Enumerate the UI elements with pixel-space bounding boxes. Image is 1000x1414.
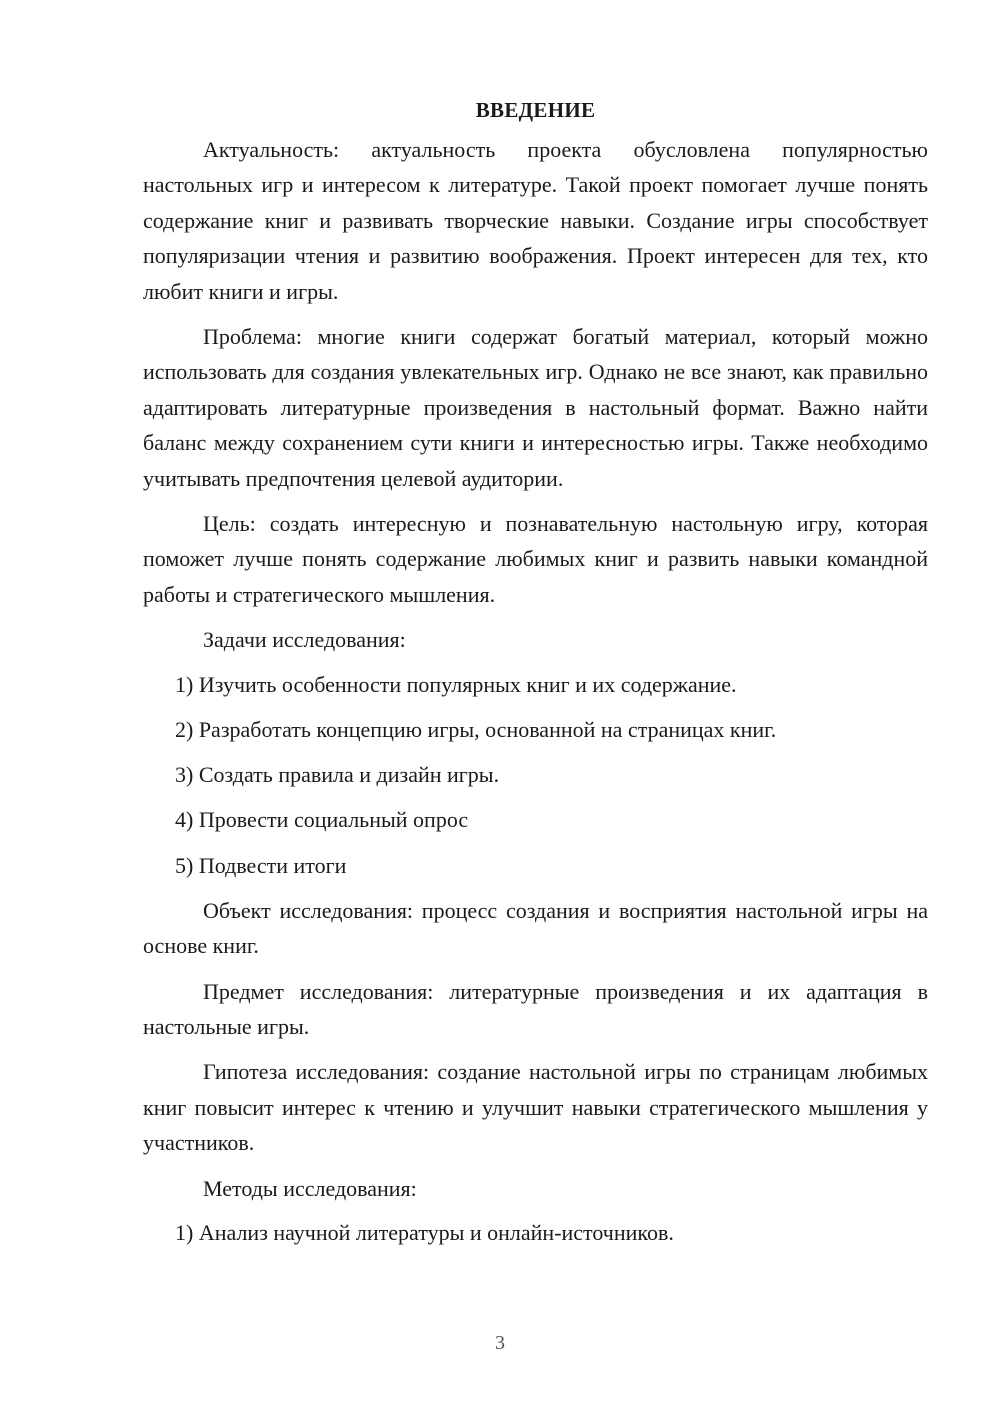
tasks-list [143,667,928,883]
object-paragraph: Объект исследования: процесс создания и восприятия настольной игры на основе книг. [143,897,928,959]
problem-paragraph: Проблема: многие книги содержат богатый материал, который можно использовать для создания увлекательных игр. Однако не все знают, как правильно адаптировать литературные произведения в настольный формат. Важно найти баланс между сохранением сути книги и интересностью игры. Также необходимо учитывать предпочтения целевой аудитории. [143,324,928,491]
list-item: 4) Провести социальный опрос [175,807,469,833]
methods-list [143,1215,928,1250]
section-title: ВВЕДЕНИЕ [475,98,596,122]
document-page [143,92,928,1260]
relevance-paragraph: Актуальность: актуальность проекта обусловлена популярностью настольных игр и интересом к литературе. Такой проект помогает лучше понять содержание книг и развивать творческие навыки. Создание игры способствует популяризации чтения и развитию воображения. Проект интересен для тех, кто любит книги и игры. [143,137,928,304]
page-number: 3 [495,1332,505,1354]
tasks-heading: Задачи исследования: [203,627,406,653]
list-item: 1) Изучить особенности популярных книг и их содержание. [175,671,737,697]
goal-paragraph: Цель: создать интересную и познавательную настольную игру, которая поможет лучше понять содержание любимых книг и развить навыки командной работы и стратегического мышления. [143,511,928,607]
subject-paragraph: Предмет исследования: литературные произведения и их адаптация в настольные игры. [143,978,928,1039]
hypothesis-paragraph: Гипотеза исследования: создание настольной игры по страницам любимых книг повысит интерес к чтению и улучшит навыки стратегического мышления у участников. [143,1059,928,1156]
methods-heading: Методы исследования: [203,1175,417,1201]
list-item: 2) Разработать концепцию игры, основанной на страницах книг. [175,716,777,742]
list-item: 1) Анализ научной литературы и онлайн-источников. [175,1219,674,1245]
list-item: 5) Подвести итоги [175,852,347,878]
list-item: 3) Создать правила и дизайн игры. [175,762,500,788]
